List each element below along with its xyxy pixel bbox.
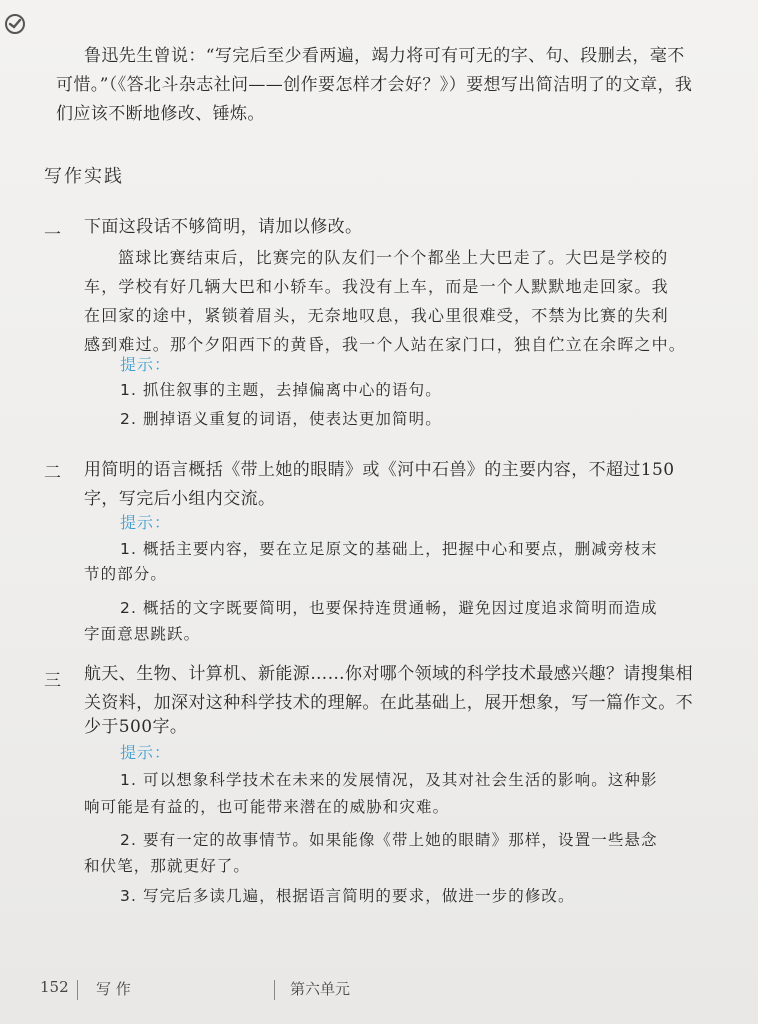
item-3-hint-1-cont: 响可能是有益的，也可能带来潜在的威胁和灾难。	[84, 798, 450, 816]
page-number: 152	[40, 978, 69, 996]
item-2-hint-1: 1. 概括主要内容，要在立足原文的基础上，把握中心和要点，删减旁枝末	[120, 540, 658, 558]
item-3-number: 三	[44, 671, 61, 691]
item-1-hint-2: 2. 删掉语义重复的词语，使表达更加简明。	[120, 410, 442, 428]
item-3-hint-2-cont: 和伏笔，那就更好了。	[84, 857, 251, 875]
check-circle-icon	[3, 12, 27, 36]
intro-line-2: 可惜。”（《答北斗杂志社问——创作要怎样才会好？》）要想写出简洁明了的文章，我	[56, 75, 693, 95]
example-line-4: 感到难过。那个夕阳西下的黄昏，我一个人站在家门口，独自伫立在余晖之中。	[84, 335, 687, 354]
footer-unit: 第六单元	[290, 980, 351, 998]
item-3-prompt-2: 关资料，加深对这种科学技术的理解。在此基础上，展开想象，写一篇作文。不	[84, 693, 693, 713]
footer-section: 写 作	[96, 980, 131, 998]
example-line-3: 在回家的途中，紧锁着眉头，无奈地叹息，我心里很难受，不禁为比赛的失利	[84, 306, 669, 325]
item-2-hint-label: 提示：	[120, 513, 172, 532]
item-2-number: 二	[44, 463, 61, 483]
example-text-1: 篮球比赛结束后，比赛完的队友们一个个都坐上大巴走了。大巴是学校的	[118, 248, 669, 267]
section-title: 写作实践	[44, 166, 124, 187]
item-2-prompt-1: 用简明的语言概括《带上她的眼睛》或《河中石兽》的主要内容，不超过150	[84, 460, 675, 480]
item-3-hint-3: 3. 写完后多读几遍，根据语言简明的要求，做进一步的修改。	[120, 887, 575, 905]
item-2-hint-2-cont: 字面意思跳跃。	[84, 625, 201, 643]
example-line-2: 车，学校有好几辆大巴和小轿车。我没有上车，而是一个人默默地走回家。我	[84, 277, 669, 296]
intro-line-1: 鲁迅先生曾说：“写完后至少看两遍，竭力将可有可无的字、句、段删去，毫不	[84, 46, 685, 66]
footer-divider-2	[274, 980, 275, 1000]
item-1-prompt: 下面这段话不够简明，请加以修改。	[84, 217, 363, 237]
example-line-1	[84, 243, 744, 272]
item-3-hint-2: 2. 要有一定的故事情节。如果能像《带上她的眼睛》那样，设置一些悬念	[120, 831, 658, 849]
item-3-hint-1: 1. 可以想象科学技术在未来的发展情况，及其对社会生活的影响。这种影	[120, 771, 658, 789]
item-3-hint-label: 提示：	[120, 743, 172, 762]
intro-line-3: 们应该不断地修改、锤炼。	[56, 104, 265, 124]
footer-divider-1	[77, 980, 78, 1000]
item-3-prompt-1: 航天、生物、计算机、新能源……你对哪个领域的科学技术最感兴趣？请搜集相	[84, 664, 693, 684]
item-2-hint-1-cont: 节的部分。	[84, 565, 168, 583]
item-2-hint-2: 2. 概括的文字既要简明，也要保持连贯通畅，避免因过度追求简明而造成	[120, 599, 658, 617]
item-1-hint-1: 1. 抓住叙事的主题，去掉偏离中心的语句。	[120, 381, 442, 399]
item-1-number: 一	[44, 225, 61, 245]
item-2-prompt-2: 字，写完后小组内交流。	[84, 489, 276, 509]
item-3-prompt-3: 少于500字。	[84, 717, 188, 737]
item-1-hint-label: 提示：	[120, 355, 172, 374]
